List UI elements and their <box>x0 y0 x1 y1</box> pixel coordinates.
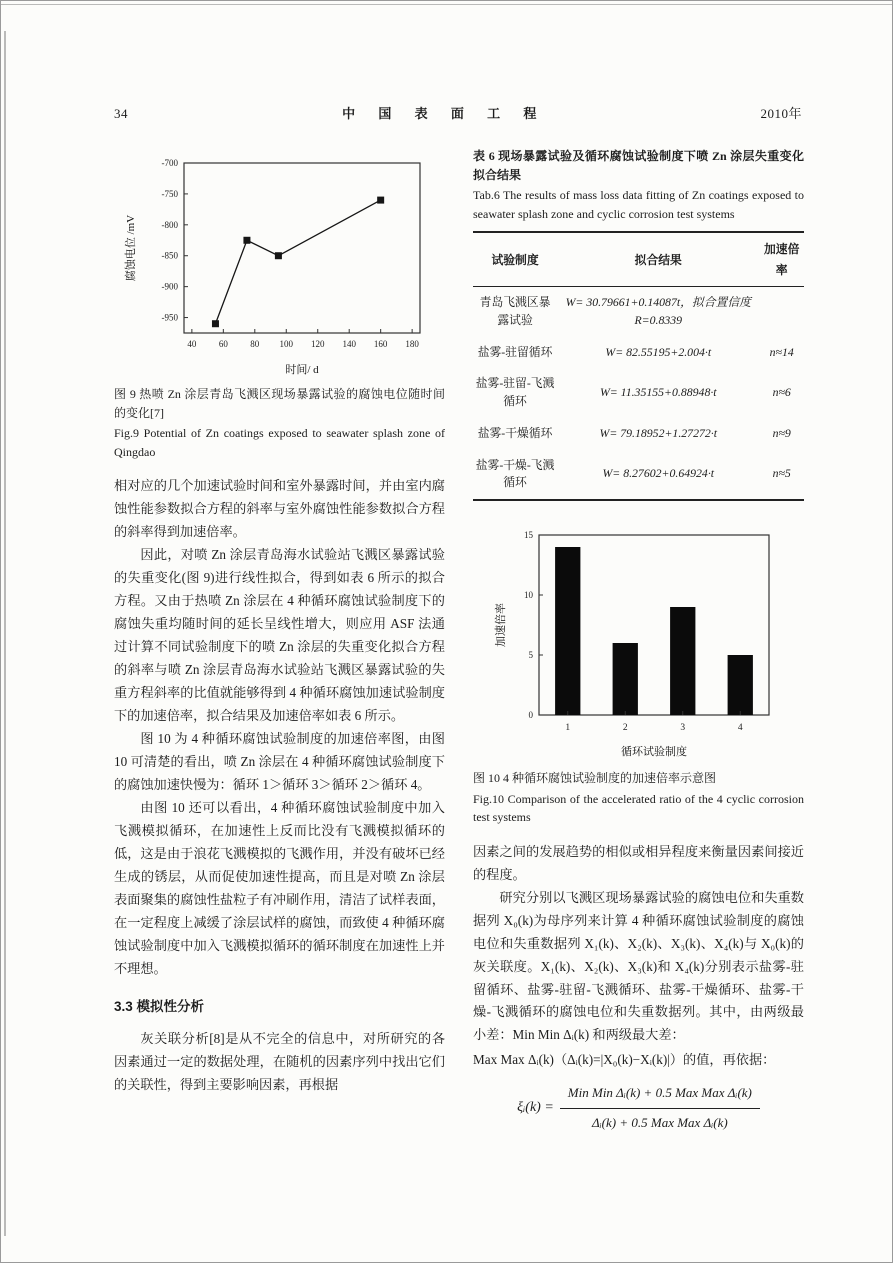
figure10-bar-chart <box>491 523 783 763</box>
table-cell-fit: W= 30.79661+0.14087t，拟合置信度 R=0.8339 <box>565 295 751 328</box>
figure9-line-chart <box>120 151 436 379</box>
svg-text:40: 40 <box>187 339 197 349</box>
svg-text:100: 100 <box>279 339 294 349</box>
figure9-caption-cn: 图 9 热喷 Zn 涂层青岛飞溅区现场暴露试验的腐蚀电位随时间的变化[7] <box>114 387 445 420</box>
table-cell-ratio: n≈9 <box>772 425 791 440</box>
figure9-caption-en: Fig.9 Potential of Zn coatings exposed to seawater splash zone of Qingdao <box>114 426 445 459</box>
body-paragraph: 由图 10 还可以看出，4 种循环腐蚀试验制度中加入飞溅模拟循环，在加速性上反而比没有飞溅模拟循环的低，这是由于浪花飞溅模拟的飞溅作用，并没有破坏已经生成的锈层，从而促使加速性提高，而且是对喷 Zn 涂层表面聚集的腐蚀性盐粒子有冲刷作用，清洁了试样表面，在一定程度上减缓了涂层试样的腐蚀，而致使 4 种循环腐蚀试验制度中加入飞溅模拟循环的循环制度在加速性上并不理想。 <box>114 799 445 976</box>
svg-text:-800: -800 <box>161 219 178 230</box>
page-content <box>114 147 804 1135</box>
table-row <box>473 368 804 417</box>
formula-fraction <box>560 1082 760 1134</box>
table-header-fit: 拟合结果 <box>557 232 759 287</box>
table-cell-ratio: n≈5 <box>772 466 791 481</box>
body-paragraph: 因素之间的发展趋势的相似或相异程度来衡量因素间接近的程度。 <box>473 843 804 882</box>
publication-year: 2010年 <box>760 106 802 121</box>
formula-numerator: Min Min Δᵢ(k) + 0.5 Max Max Δᵢ(k) <box>560 1082 760 1109</box>
table-cell-fit: W= 82.55195+2.004·t <box>605 344 712 359</box>
table-row <box>473 450 804 500</box>
table-cell-system: 盐雾-干燥循环 <box>477 425 553 440</box>
journal-title: 中 国 表 面 工 程 <box>342 106 547 121</box>
svg-text:10: 10 <box>524 589 533 600</box>
table-cell-system: 盐雾-干燥-飞溅循环 <box>475 457 555 490</box>
table-cell-ratio <box>759 287 804 337</box>
svg-text:2: 2 <box>622 722 628 733</box>
body-paragraph: 研究分别以飞溅区现场暴露试验的腐蚀电位和失重数据列 X₀(k)为母序列来计算 4 种循环腐蚀试验制度的腐蚀电位和失重数据列 X₁(k)、X₂(k)、X₃(k)、X₄(k)与 X₀(k)的灰关联度。X₁(k)、X₂(k)、X₃(k)和 X₄(k)分别表示盐雾-驻留循环、盐雾-驻留-飞溅循环、盐雾-干燥循环、盐雾-干燥-飞溅循环的腐蚀电位和失重数据列。其中，由两级最小差：Min Min Δᵢ(k) 和两级最大差： <box>473 889 804 1043</box>
svg-text:140: 140 <box>342 339 356 349</box>
table-header-system: 试验制度 <box>473 232 557 287</box>
table-cell-system: 青岛飞溅区暴露试验 <box>479 295 551 328</box>
svg-text:-750: -750 <box>161 188 178 199</box>
table-cell-fit: W= 11.35155+0.88948·t <box>599 385 717 400</box>
svg-text:60: 60 <box>218 339 228 349</box>
table-row <box>473 287 804 337</box>
svg-text:时间/ d: 时间/ d <box>285 364 319 376</box>
page-number: 34 <box>114 106 128 121</box>
svg-text:-950: -950 <box>161 312 178 323</box>
svg-text:15: 15 <box>524 529 533 540</box>
table6-caption-cn: 表 6 现场暴露试验及循环腐蚀试验制度下喷 Zn 涂层失重变化拟合结果 <box>473 149 804 182</box>
table-cell-fit: W= 79.18952+1.27272·t <box>599 425 718 440</box>
svg-text:4: 4 <box>737 722 743 733</box>
right-column <box>473 147 804 1135</box>
svg-text:5: 5 <box>528 649 533 660</box>
table6 <box>473 231 804 501</box>
table-row <box>473 337 804 369</box>
table-row <box>473 418 804 450</box>
svg-text:-850: -850 <box>161 250 178 261</box>
svg-text:180: 180 <box>405 339 419 349</box>
svg-text:循环试验制度: 循环试验制度 <box>621 745 687 758</box>
svg-text:-700: -700 <box>161 158 178 168</box>
grey-relation-coefficient-formula <box>473 1082 804 1134</box>
table-cell-system: 盐雾-驻留-飞溅循环 <box>475 376 555 409</box>
table-cell-ratio: n≈14 <box>769 344 794 359</box>
table-header-ratio: 加速倍率 <box>759 232 804 287</box>
svg-text:0: 0 <box>528 709 533 720</box>
body-paragraph: 相对应的几个加速试验时间和室外暴露时间，并由室内腐蚀性能参数拟合方程的斜率与室外腐蚀性能参数拟合方程的斜率得到加速倍率。 <box>114 478 445 540</box>
svg-text:120: 120 <box>310 339 325 349</box>
body-paragraph: 因此，对喷 Zn 涂层青岛海水试验站飞溅区暴露试验的失重变化(图 9)进行线性拟合，得到如表 6 所示的拟合方程。又由于热喷 Zn 涂层在 4 种循环腐蚀试验制度下的腐蚀失重均随时间的延长呈线性增大，则应用 ASF 法通过计算不同试验制度下的喷 Zn 涂层的失重变化拟合方程的斜率与喷 Zn 涂层青岛海水试验站飞溅区暴露试验的失重方程斜率的比值就能够得到 4 种循环腐蚀加速试验制度下的加速倍率，拟合结果及加速倍率如表 6 所示。 <box>114 547 445 724</box>
formula-intro: Max Max Δᵢ(k)（Δᵢ(k)=|X₀(k)−Xᵢ(k)|）的值，再依据： <box>473 1052 776 1068</box>
body-paragraph: 灰关联分析[8]是从不完全的信息中，对所研究的各因素通过一定的数据处理，在随机的因素序列中找出它们的关联性，得到主要影响因素，再根据 <box>114 1031 445 1093</box>
svg-text:160: 160 <box>373 339 388 349</box>
left-column <box>114 147 445 1135</box>
table-cell-fit: W= 8.27602+0.64924·t <box>602 466 715 481</box>
table6-caption-en: Tab.6 The results of mass loss data fitting of Zn coatings exposed to seawater splash zone and cyclic corrosion test systems <box>473 188 804 221</box>
table-cell-ratio: n≈6 <box>772 385 791 400</box>
figure10-caption-cn: 图 10 4 种循环腐蚀试验制度的加速倍率示意图 <box>473 770 717 785</box>
table-cell-system: 盐雾-驻留循环 <box>477 344 553 359</box>
formula-lhs: ξᵢ(k) = <box>517 1100 554 1116</box>
formula-denominator: Δᵢ(k) + 0.5 Max Max Δᵢ(k) <box>591 1114 728 1130</box>
figure10-caption-en: Fig.10 Comparison of the accelerated ratio of the 4 cyclic corrosion test systems <box>473 791 804 825</box>
table-header-row <box>473 232 804 287</box>
section-heading-3-3: 3.3 模拟性分析 <box>114 998 205 1014</box>
svg-text:3: 3 <box>680 722 686 733</box>
svg-text:-900: -900 <box>161 281 178 292</box>
page-header <box>114 103 802 122</box>
svg-text:腐蚀电位 /mV: 腐蚀电位 /mV <box>125 214 137 282</box>
scan-artifact-left-edge <box>4 31 6 1236</box>
svg-text:加速倍率: 加速倍率 <box>495 602 507 647</box>
svg-text:1: 1 <box>565 722 571 733</box>
body-paragraph: 图 10 为 4 种循环腐蚀试验制度的加速倍率图，由图 10 可清楚的看出，喷 Zn 涂层在 4 种循环腐蚀试验制度下的腐蚀加速快慢为：循环 1＞循环 3＞循环 2＞循环 4。 <box>114 731 445 792</box>
scan-artifact-top-edge <box>1 4 893 5</box>
svg-text:80: 80 <box>250 339 260 349</box>
